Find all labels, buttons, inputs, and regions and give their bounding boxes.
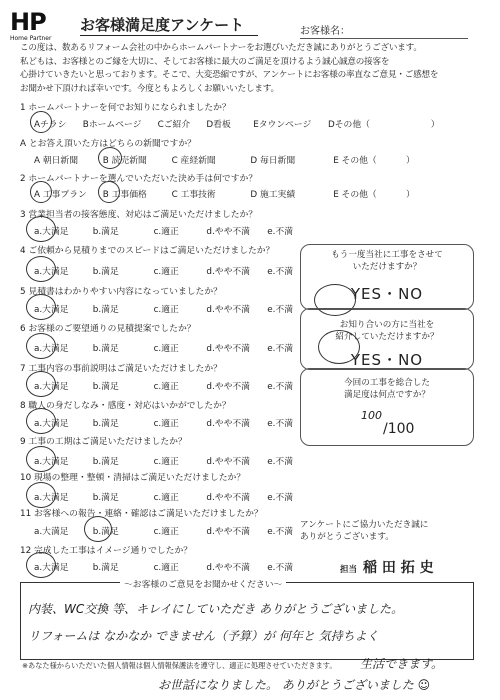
question-5: 5 見積書はわかりやすい内容になっていましたか？ (20, 287, 222, 297)
rating-option[interactable]: c.適正 (153, 563, 179, 573)
comment-handwritten-line: 内装、WC交換 等、キレイにしていただき ありがとうございました。 (28, 602, 404, 616)
no-option[interactable]: NO (398, 351, 424, 369)
yes-option[interactable]: YES (350, 285, 383, 303)
question-9: 9 工事の工期はご満足いただけましたか？ (20, 437, 187, 447)
staff-signature (340, 557, 434, 577)
rating-option[interactable]: c.適正 (153, 305, 179, 315)
option[interactable]: B 読売新聞 (102, 156, 147, 166)
answer-circle (98, 147, 122, 169)
option[interactable]: E その他（ (333, 156, 377, 166)
answer-circle (26, 333, 56, 359)
option[interactable]: D 施工実績 (250, 190, 296, 200)
question-10: 10 現場の整理・整頓・清掃はご満足いただけましたか？ (20, 473, 246, 483)
question-2: 2 ホームパートナーを選んでいただいた決め手は何ですか？ (20, 174, 258, 184)
rating-option[interactable]: c.適正 (153, 457, 179, 467)
answer-circle (26, 446, 56, 472)
yes-option[interactable]: YES (350, 351, 383, 369)
rating-option[interactable]: a.大満足 (34, 563, 69, 573)
rating-option[interactable]: e.不満 (267, 493, 293, 503)
rating-option[interactable]: e.不満 (267, 527, 293, 537)
logo-subtitle: Home Partner (10, 35, 52, 42)
answer-circle (98, 181, 120, 203)
rating-option[interactable]: e.不満 (267, 563, 293, 573)
rating-option[interactable]: b.満足 (92, 527, 119, 537)
comment-handwritten-line: リフォームは なかなか できません（予算）が 何年と 気持ちよく (28, 629, 379, 643)
rating-option[interactable]: a.大満足 (34, 527, 69, 537)
thanks-message (300, 519, 428, 543)
option[interactable]: D 毎日新聞 (250, 156, 296, 166)
question-3-options (34, 224, 327, 237)
rating-option[interactable]: b.満足 (92, 305, 119, 315)
comment-handwritten-line: お世話になりました。 ありがとうございました ☺ (158, 678, 431, 692)
intro-paragraph (20, 42, 480, 96)
rating-option[interactable]: a.大満足 (34, 419, 69, 429)
answer-circle (26, 371, 56, 397)
staff-role: 担当 (340, 565, 358, 575)
option[interactable]: Cご紹介 (157, 120, 191, 130)
answer-circle (26, 552, 56, 578)
thanks-line: アンケートにご協力いただき誠に (300, 520, 429, 530)
question-4-options (34, 264, 327, 277)
question-9-options (34, 454, 327, 467)
question-12-options (34, 560, 327, 573)
question-12: 12 完成した工事はイメージ通りでしたか？ (20, 546, 193, 556)
box-question-line: 紹介していただけますか？ (335, 332, 439, 342)
intro-line: お聞かせ下頂ければ幸いです。今度ともよろしくお願いいたします。 (20, 83, 279, 94)
rating-option[interactable]: a.大満足 (34, 344, 69, 354)
customer-name-line (300, 38, 468, 39)
answer-circle (26, 482, 56, 508)
rating-option[interactable]: d.やや不満 (206, 382, 250, 392)
answer-circle (84, 516, 112, 542)
question-7-options (34, 379, 327, 392)
question-a: A とお答え頂いた方はどちらの新聞ですか？ (20, 139, 196, 149)
customer-name-label: お客様名： (300, 26, 350, 37)
rating-option[interactable]: b.満足 (92, 457, 119, 467)
rating-option[interactable]: e.不満 (267, 382, 293, 392)
answer-circle (26, 216, 56, 242)
rating-option[interactable]: a.大満足 (34, 267, 69, 277)
rating-option[interactable]: c.適正 (153, 419, 179, 429)
option[interactable]: Bホームページ (82, 120, 142, 130)
rating-option[interactable]: d.やや不満 (206, 457, 250, 467)
question-1-options (34, 117, 440, 130)
intro-line: 心掛けていきたいと思っております。そこで、大変恐縮ですが、アンケートにお客様の率直なご意見・ご感想を (20, 70, 439, 80)
score-handwritten: 100 (361, 409, 382, 422)
option[interactable]: A 工事プラン (34, 190, 87, 200)
answer-circle (26, 256, 56, 282)
rating-option[interactable]: e.不満 (267, 419, 293, 429)
rating-option[interactable]: a.大満足 (34, 305, 69, 315)
rating-option[interactable]: d.やや不満 (206, 527, 250, 537)
rating-option[interactable]: d.やや不満 (206, 344, 250, 354)
comment-heading: ～お客様のご意見をお聞かせください～ (120, 577, 286, 590)
rating-option[interactable]: c.適正 (153, 382, 179, 392)
rating-option[interactable]: a.大満足 (34, 457, 69, 467)
box-question-line: 今回の工事を総合した (344, 378, 430, 388)
rating-option[interactable]: e.不満 (267, 457, 293, 467)
answer-circle (26, 294, 56, 320)
rating-option[interactable]: e.不満 (267, 227, 293, 237)
rating-option[interactable]: b.満足 (92, 267, 119, 277)
question-8-options (34, 416, 327, 429)
box-question-line: もう一度当社に工事をさせて (331, 250, 443, 260)
answer-circle (30, 111, 52, 133)
rating-option[interactable]: b.満足 (92, 382, 119, 392)
option[interactable]: C 産経新聞 (171, 156, 216, 166)
box-question-line: 満足度は何点ですか？ (344, 390, 430, 400)
rating-option[interactable]: d.やや不満 (206, 267, 250, 277)
rating-option[interactable]: e.不満 (267, 305, 293, 315)
option[interactable]: A 朝日新聞 (34, 156, 79, 166)
rating-option[interactable]: b.満足 (92, 493, 119, 503)
question-8: 8 職人の身だしなみ・感度・対応はいかがでしたか？ (20, 401, 231, 411)
rating-option[interactable]: d.やや不満 (206, 563, 250, 573)
score-question-box (300, 368, 474, 446)
logo-text: HP (10, 8, 46, 36)
option[interactable]: D看板 (206, 120, 231, 130)
separator: ・ (382, 285, 399, 303)
question-5-options (34, 302, 327, 315)
box-question-line: お知り合いの方に当社を (339, 320, 435, 330)
comment-handwritten-line: 生活できます。 (360, 657, 444, 671)
question-6: 6 お客様のご要望通りの見積提案でしたか？ (20, 324, 196, 334)
rating-option[interactable]: c.適正 (153, 527, 179, 537)
rating-option[interactable]: c.適正 (153, 267, 179, 277)
option-close: ） (405, 190, 415, 200)
rating-option[interactable]: c.適正 (153, 227, 179, 237)
question-3: 3 営業担当者の接客態度、対応はご満足いただけましたか？ (20, 210, 258, 220)
box-question-line: いただけますか？ (352, 262, 422, 272)
rating-option[interactable]: a.大満足 (34, 493, 69, 503)
rating-option[interactable]: b.満足 (92, 419, 119, 429)
rating-option[interactable]: d.やや不満 (206, 493, 250, 503)
question-11: 11 お客様への報告・連絡・確認はご満足いただけましたか？ (20, 509, 263, 519)
rating-option[interactable]: e.不満 (267, 267, 293, 277)
rating-option[interactable]: b.満足 (92, 563, 119, 573)
staff-name: 稲 田 拓 史 (363, 560, 434, 576)
thanks-line: ありがとうございます。 (300, 532, 394, 542)
rating-option[interactable]: b.満足 (92, 227, 119, 237)
option-close: ） (405, 156, 415, 166)
question-2-options (34, 187, 415, 200)
question-6-options (34, 341, 327, 354)
option[interactable]: Aチラシ (34, 120, 67, 130)
page-title: お客様満足度アンケート (80, 14, 258, 36)
no-option[interactable]: NO (398, 285, 424, 303)
option-close: ） (430, 120, 440, 130)
rating-option[interactable]: d.やや不満 (206, 419, 250, 429)
option[interactable]: Eタウンページ (253, 120, 312, 130)
rating-option[interactable]: a.大満足 (34, 382, 69, 392)
question-10-options (34, 490, 327, 503)
answer-circle (30, 181, 52, 203)
rating-option[interactable]: a.大満足 (34, 227, 69, 237)
privacy-note: ※あなた様からいただいた個人情報は個人情報保護法を遵守し、適正に処理させていただきます。 (22, 661, 337, 670)
option[interactable]: C 工事技術 (171, 190, 216, 200)
rating-option[interactable]: b.満足 (92, 344, 119, 354)
question-7: 7 工事内容の事前説明はご満足いただけましたか？ (20, 364, 222, 374)
comment-box (20, 582, 474, 660)
rating-option[interactable]: c.適正 (153, 344, 179, 354)
intro-line: 私どもは、お客様とのご縁を大切に、そしてお客様に最大のご満足を頂けるよう誠心誠意の接客を (20, 56, 390, 67)
question-1: 1 ホームパートナーを何でお知りになられましたか？ (20, 103, 231, 113)
separator: ・ (382, 351, 399, 369)
option[interactable]: B 工事価格 (102, 190, 147, 200)
question-4: 4 ご依頼から見積りまでのスピードはご満足いただけましたか？ (20, 246, 275, 256)
answer-circle (26, 408, 56, 434)
score-total: /100 (383, 421, 415, 437)
intro-line: この度は、数あるリフォーム会社の中からホームパートナーをお選びいただき誠にありがとうございます。 (20, 43, 422, 53)
rating-option[interactable]: d.やや不満 (206, 227, 250, 237)
option[interactable]: Dその他（ (327, 120, 370, 130)
answer-circle (318, 330, 360, 364)
rating-option[interactable]: d.やや不満 (206, 305, 250, 315)
question-11-options (34, 524, 327, 537)
option[interactable]: E その他（ (333, 190, 377, 200)
rating-option[interactable]: e.不満 (267, 344, 293, 354)
rating-option[interactable]: c.適正 (153, 493, 179, 503)
question-a-options (34, 153, 415, 166)
